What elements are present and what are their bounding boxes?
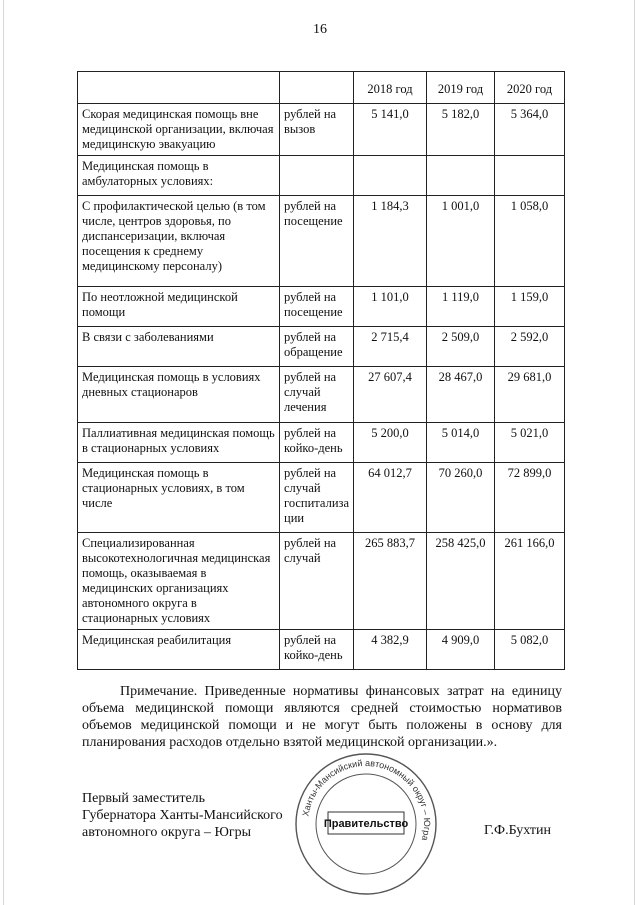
table-row [78, 423, 565, 463]
official-seal [290, 748, 442, 900]
table-row [78, 463, 565, 533]
row-unit: рублей на посещение [280, 287, 354, 327]
row-unit: рублей на вызов [280, 104, 354, 156]
row-value-2020: 5 364,0 [495, 104, 565, 156]
row-unit: рублей на койко-день [280, 630, 354, 670]
header-name-cell [78, 72, 280, 104]
signer-name: Г.Ф.Бухтин [484, 823, 552, 838]
header-year-2019: 2019 год [427, 72, 495, 104]
header-year-2020: 2020 год [495, 72, 565, 104]
row-value-2020: 72 899,0 [495, 463, 565, 533]
signer-title-line-3: автономного округа – Югры [82, 825, 251, 840]
row-value-2019: 28 467,0 [427, 367, 495, 423]
row-value-2020: 5 082,0 [495, 630, 565, 670]
signer-title-line-2: Губернатора Ханты-Мансийского [82, 808, 283, 823]
table-row [78, 367, 565, 423]
row-value-2019: 2 509,0 [427, 327, 495, 367]
row-name: Медицинская помощь в стационарных условиях, в том числе [78, 463, 280, 533]
row-value-2019: 5 182,0 [427, 104, 495, 156]
row-value-2018: 1 101,0 [354, 287, 427, 327]
row-name: Медицинская помощь в амбулаторных условиях: [78, 156, 280, 196]
row-unit: рублей на случай госпитализа ции [280, 463, 354, 533]
row-unit: рублей на койко-день [280, 423, 354, 463]
row-name: С профилактической целью (в том числе, центров здоровья, по диспансеризации, включая посещения к среднему медицинскому персоналу) [78, 196, 280, 287]
seal-ring-text: Ханты-Мансийский автономный округ – Югра [300, 757, 433, 842]
row-value-2019: 5 014,0 [427, 423, 495, 463]
row-value-2018: 5 200,0 [354, 423, 427, 463]
row-value-2018: 1 184,3 [354, 196, 427, 287]
row-value-2020: 2 592,0 [495, 327, 565, 367]
row-value-2019: 70 260,0 [427, 463, 495, 533]
table-row [78, 533, 565, 630]
row-value-2019: 258 425,0 [427, 533, 495, 630]
financial-norms-table [77, 71, 565, 670]
row-value-2018: 64 012,7 [354, 463, 427, 533]
row-name: По неотложной медицинской помощи [78, 287, 280, 327]
row-value-2018: 5 141,0 [354, 104, 427, 156]
row-value-2020: 261 166,0 [495, 533, 565, 630]
table-row [78, 156, 565, 196]
row-value-2019: 1 119,0 [427, 287, 495, 327]
row-value-2020: 29 681,0 [495, 367, 565, 423]
row-value-2019: 4 909,0 [427, 630, 495, 670]
signer-title-line-1: Первый заместитель [82, 791, 206, 806]
row-name: Медицинская помощь в условиях дневных стационаров [78, 367, 280, 423]
row-unit: рублей на обращение [280, 327, 354, 367]
table-row [78, 196, 565, 287]
signer-block [82, 790, 283, 841]
row-value-2020: 1 159,0 [495, 287, 565, 327]
table-header-row [78, 72, 565, 104]
row-value-2018: 265 883,7 [354, 533, 427, 630]
row-unit: рублей на случай [280, 533, 354, 630]
table-row [78, 327, 565, 367]
scan-edge-right [634, 0, 635, 905]
row-value-2020: 5 021,0 [495, 423, 565, 463]
row-name: Медицинская реабилитация [78, 630, 280, 670]
row-value-2020: 1 058,0 [495, 196, 565, 287]
page-number: 16 [313, 22, 327, 37]
header-year-2018: 2018 год [354, 72, 427, 104]
row-value-2019 [427, 156, 495, 196]
row-name: Скорая медицинская помощь вне медицинской организации, включая медицинскую эвакуацию [78, 104, 280, 156]
table-note [82, 683, 562, 751]
scan-edge-left [3, 0, 4, 905]
table-row [78, 630, 565, 670]
row-value-2018: 4 382,9 [354, 630, 427, 670]
seal-center-text: Правительство [323, 818, 409, 830]
row-name: Паллиативная медицинская помощь в стационарных условиях [78, 423, 280, 463]
row-name: Специализированная высокотехнологичная медицинская помощь, оказываемая в медицинских организациях автономного округа в стационарных условиях [78, 533, 280, 630]
table-row [78, 104, 565, 156]
note-text: Примечание. Приведенные нормативы финансовых затрат на единицу объема медицинской помощи являются средней стоимостью нормативов объемов медицинской помощи и не могут быть положены в основу для планирования расходов отдельно взятой медицинской организации.». [82, 684, 562, 750]
row-value-2020 [495, 156, 565, 196]
row-unit [280, 156, 354, 196]
row-unit: рублей на посещение [280, 196, 354, 287]
row-unit: рублей на случай лечения [280, 367, 354, 423]
row-value-2018: 27 607,4 [354, 367, 427, 423]
table-row [78, 287, 565, 327]
row-value-2018 [354, 156, 427, 196]
row-value-2018: 2 715,4 [354, 327, 427, 367]
header-unit-cell [280, 72, 354, 104]
row-name: В связи с заболеваниями [78, 327, 280, 367]
row-value-2019: 1 001,0 [427, 196, 495, 287]
